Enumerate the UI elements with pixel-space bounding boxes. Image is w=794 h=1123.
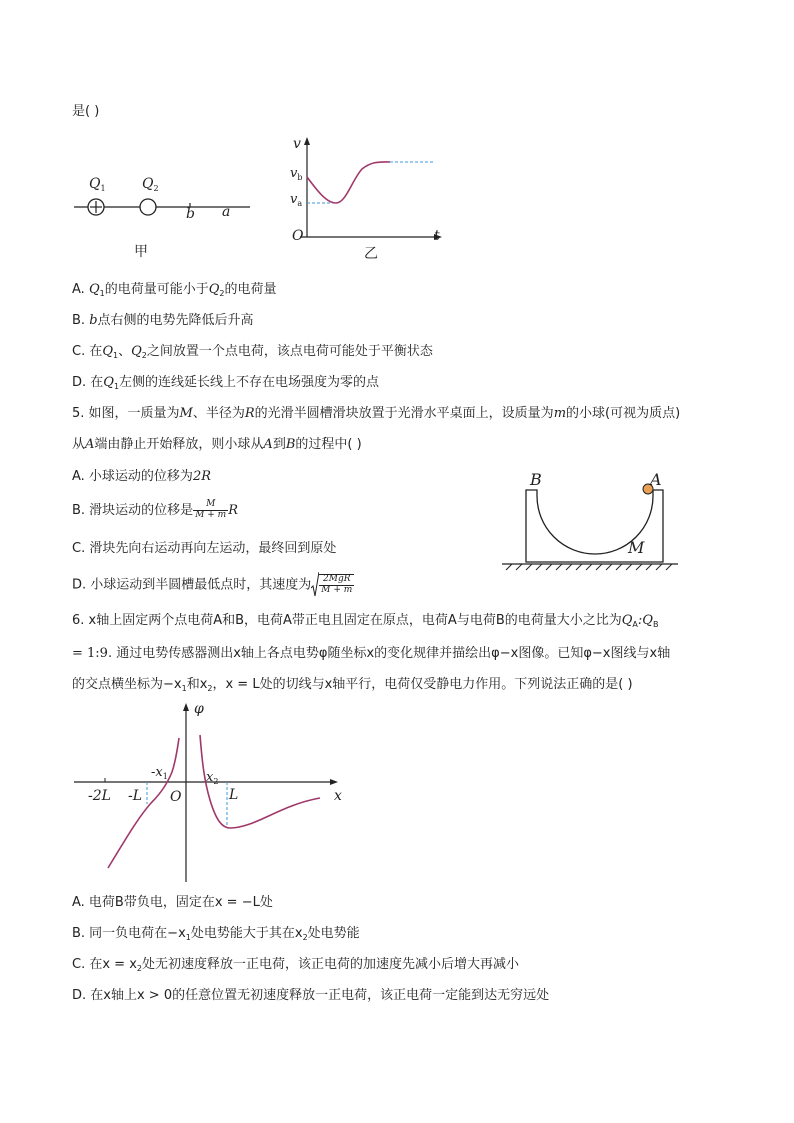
q6-option-c[interactable]: C. 在$x = x_2$处无初速度释放一正电荷，该正电荷的加速度先减小后增大再减小 [72, 957, 519, 973]
question-5-stem-line1: 5. 如图，一质量为M、半径为R的光滑半圆槽滑块放置于光滑水平桌面上，设质量为m的小球(可视为质点) [72, 406, 681, 421]
label-q2: $Q_2$ [142, 176, 159, 193]
label-v: v [293, 136, 301, 152]
label-neg-x1: $-x_1$ [151, 765, 168, 781]
caption-jia: 甲 [134, 244, 148, 260]
question-6-stem-line2: = 1:9. 通过电势传感器测出x轴上各点电势φ随坐标x的变化规律并描绘出φ−x图像。已知φ−x图线与x轴 [72, 646, 671, 661]
label-B-point: B [530, 470, 542, 489]
label-M-block: M [628, 538, 645, 557]
q5-option-d[interactable]: D. 小球运动到半圆槽最低点时，其速度为 $\frac{\text{2MgR}}{M + m}$ [72, 572, 354, 598]
label-L: L [229, 787, 239, 803]
q5-option-b[interactable]: B. 滑块运动的位移是 $\frac{M}{M + m}$ R [72, 499, 238, 520]
question-6-stem-line3: 的交点横坐标为$-x_1$和$x_2$，x = L处的切线与x轴平行，电荷仅受静电力作用。下列说法正确的是( ) [72, 677, 633, 693]
label-vb: $v_b$ [290, 166, 303, 182]
question-5-stem-line2: 从A端由静止开始释放，则小球从A到B的过程中( ) [72, 437, 362, 452]
phi-x-graph [70, 700, 360, 885]
label-t: t [434, 228, 440, 244]
q5-option-a[interactable]: A. 小球运动的位移为2R [72, 469, 211, 484]
curve-left [108, 738, 182, 868]
q6-option-a[interactable]: A. 电荷B带负电，固定在x = −L处 [72, 895, 273, 910]
velocity-curve [307, 162, 390, 203]
label-q1: $Q_1$ [89, 176, 106, 193]
q5-option-c[interactable]: C. 滑块先向右运动再向左运动，最终回到原处 [72, 541, 337, 556]
q6-option-b[interactable]: B. 同一负电荷在$-x_1$处电势能大于其在$x_2$处电势能 [72, 926, 360, 942]
figure-yi [280, 135, 450, 250]
label-origin-O: O [170, 789, 182, 805]
sqrt-expression: $\frac{\text{2MgR}}{M + m}$ [311, 572, 354, 598]
q4-option-a[interactable]: A. $Q_1$的电荷量可能小于$Q_2$的电荷量 [72, 282, 277, 298]
question-4-stem-tail: 是( ) [72, 104, 100, 119]
q4-option-c[interactable]: C. 在$Q_1$、$Q_2$之间放置一个点电荷，该点电荷可能处于平衡状态 [72, 344, 433, 360]
label-negL: -L [128, 788, 143, 804]
label-phi: φ [194, 701, 204, 717]
q6-option-d[interactable]: D. 在x轴上x > 0的任意位置无初速度释放一正电荷，该正电荷一定能到达无穷远处 [72, 988, 550, 1003]
label-a: a [222, 204, 231, 220]
charge-q2 [140, 199, 156, 215]
question-6-stem-line1: 6. x轴上固定两个点电荷A和B，电荷A带正电且固定在原点，电荷A与电荷B的电荷量大小之比为$Q_A:Q_B$ [72, 613, 659, 629]
label-x-axis: x [334, 788, 342, 804]
label-va: $v_a$ [290, 192, 303, 208]
label-x2: $x_2$ [206, 770, 219, 786]
caption-yi: 乙 [364, 246, 378, 262]
label-neg2L: -2L [88, 788, 111, 804]
label-b: b [186, 206, 195, 222]
q4-option-d[interactable]: D. 在$Q_1$左侧的连线延长线上不存在电场强度为零的点 [72, 375, 380, 391]
q4-option-b[interactable]: B. b点右侧的电势先降低后升高 [72, 313, 254, 328]
label-A-point: A [650, 470, 662, 489]
label-origin: O [292, 228, 304, 244]
